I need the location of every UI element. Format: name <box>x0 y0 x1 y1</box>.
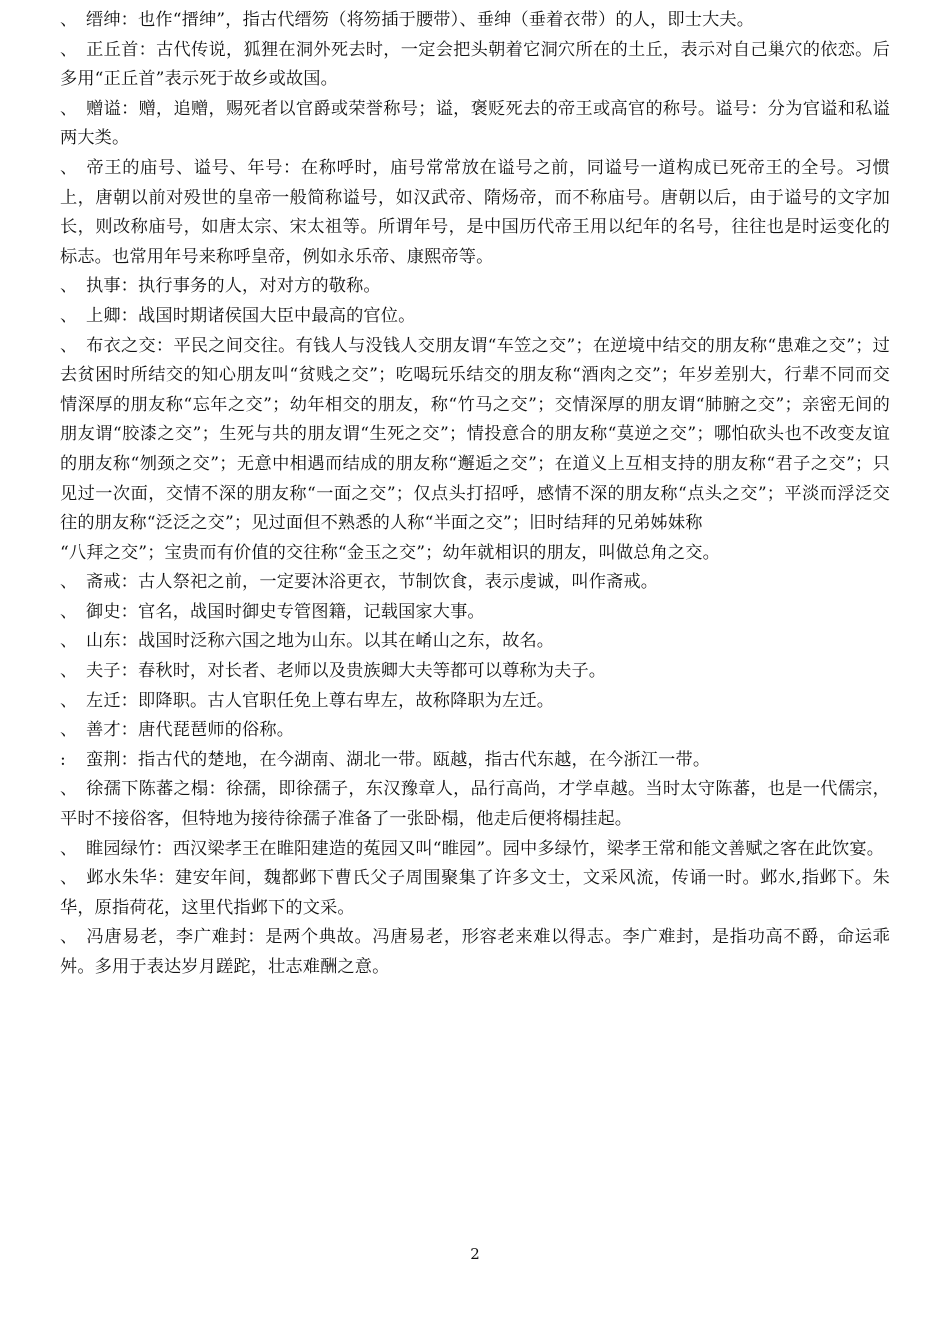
entry-zengshi <box>60 95 890 154</box>
entry-marker: 、 <box>60 779 78 800</box>
entry-text: 徐孺下陈蕃之榻：徐孺，即徐孺子，东汉豫章人，品行高尚，才学卓越。当时太守陈蕃，也是一代儒宗，平时不接俗客，但特地为接待徐孺子准备了一张卧榻，他走后便将榻挂起。 <box>60 779 890 830</box>
entry-emperor-titles <box>60 154 890 272</box>
entry-fuzi <box>60 657 890 687</box>
entry-text: 山东：战国时泛称六国之地为山东。以其在崤山之东，故名。 <box>86 631 555 652</box>
entry-suiyuan <box>60 835 890 865</box>
entry-jinshen <box>60 6 890 36</box>
entry-shancai <box>60 716 890 746</box>
entry-yushi <box>60 598 890 628</box>
entry-text: 邺水朱华：建安年间，魏都邺下曹氏父子周围聚集了许多文士，文采风流，传诵一时。邺水,指邺下。朱华，原指荷花，这里代指邺下的文采。 <box>60 868 890 918</box>
entry-text: 睢园绿竹：西汉梁孝王在睢阳建造的菟园又叫“睢园”。园中多绿竹，梁孝王常和能文善赋之客在此饮宴。 <box>86 838 885 859</box>
entry-marker: 、 <box>60 39 78 60</box>
entry-marker: 、 <box>60 305 78 326</box>
entry-text: 帝王的庙号、谥号、年号：在称呼时，庙号常常放在谥号之前，同谥号一道构成已死帝王的全号。习惯上，唐朝以前对殁世的皇帝一般简称谥号，如汉武帝、隋炀帝，而不称庙号。唐朝以后，由于谥号的文字加长，则改称庙号，如唐太宗、宋太祖等。所谓年号，是中国历代帝王用以纪年的名号，往往也是时运变化的标志。也常用年号来称呼皇帝，例如永乐帝、康熙帝等。 <box>60 157 890 267</box>
entry-marker: 、 <box>60 661 78 682</box>
entry-text: 执事：执行事务的人，对对方的敬称。 <box>86 276 381 297</box>
entry-marker: 、 <box>60 838 78 859</box>
entry-shangqing <box>60 302 890 332</box>
entry-zhishi <box>60 272 890 302</box>
entry-marker: 、 <box>60 335 78 356</box>
entry-marker: : <box>60 749 66 770</box>
entry-zhengqiushou <box>60 36 890 95</box>
entry-marker: 、 <box>60 157 78 178</box>
entry-text: 御史：官名，战国时御史专管图籍，记载国家大事。 <box>86 601 485 622</box>
entry-marker: 、 <box>60 572 78 593</box>
entry-shandong <box>60 627 890 657</box>
entry-marker: 、 <box>60 690 78 711</box>
entry-zuoqian <box>60 687 890 717</box>
entry-marker: 、 <box>60 601 78 622</box>
entry-marker: 、 <box>60 276 78 297</box>
entry-fengtang-liguang <box>60 923 890 982</box>
entry-text: 夫子：春秋时，对长者、老师以及贵族卿大夫等都可以尊称为夫子。 <box>86 661 607 682</box>
entry-text: 上卿：战国时期诸侯国大臣中最高的官位。 <box>86 305 416 326</box>
entry-zhaijie <box>60 568 890 598</box>
entry-text: 布衣之交：平民之间交往。有钱人与没钱人交朋友谓“车笠之交”；在逆境中结交的朋友称“患难之交”；过去贫困时所结交的知心朋友叫“贫贱之交”；吃喝玩乐结交的朋友称“酒肉之交”；年岁差别大，行辈不同而交情深厚的朋友称“忘年之交”；幼年相交的朋友，称“竹马之交”；交情深厚的朋友谓“肺腑之交”；亲密无间的朋友谓“胶漆之交”；生死与共的朋友谓“生死之交”；情投意合的朋友称“莫逆之交”；哪怕砍头也不改变友谊的朋友称“刎颈之交”；无意中相遇而结成的朋友称“邂逅之交”；在道义上互相支持的朋友称“君子之交”；只见过一次面，交情不深的朋友称“一面之交”；仅点头打招呼，感情不深的朋友称“点头之交”；平淡而浮泛交往的朋友称“泛泛之交”；见过面但不熟悉的人称“半面之交”；旧时结拜的兄弟姊妹称 <box>60 335 890 534</box>
entry-text: 冯唐易老，李广难封：是两个典故。冯唐易老，形容老来难以得志。李广难封，是指功高不爵，命运乖舛。多用于表达岁月蹉跎，壮志难酬之意。 <box>60 927 890 977</box>
entry-marker: 、 <box>60 720 78 741</box>
entry-text: “八拜之交”；宝贵而有价值的交往称“金玉之交”；幼年就相识的朋友，叫做总角之交。 <box>60 542 720 563</box>
entry-text: 赠谥：赠，追赠，赐死者以官爵或荣誉称号；谥，褒贬死去的帝王或高官的称号。谥号：分为官谥和私谥两大类。 <box>60 98 890 149</box>
entry-text: 左迁：即降职。古人官职任免上尊右卑左，故称降职为左迁。 <box>86 690 555 711</box>
entry-marker: 、 <box>60 10 78 30</box>
entry-text: 善才：唐代琵琶师的俗称。 <box>86 720 295 741</box>
entry-marker: 、 <box>60 631 78 652</box>
entry-text: 正丘首：古代传说，狐狸在洞外死去时，一定会把头朝着它洞穴所在的土丘，表示对自己巢穴的依恋。后多用“正丘首”表示死于故乡或故国。 <box>60 39 890 90</box>
entry-marker: 、 <box>60 98 78 119</box>
document-body <box>60 6 890 983</box>
entry-xuru <box>60 775 890 834</box>
entry-text: 缙绅：也作“搢绅”，指古代缙笏（将笏插于腰带）、垂绅（垂着衣带）的人，即士大夫。 <box>86 10 755 30</box>
entry-marker: 、 <box>60 927 78 948</box>
page-number: 2 <box>470 1245 480 1263</box>
entry-buyizhijiao <box>60 332 890 539</box>
entry-manjing <box>60 746 890 776</box>
entry-text: 蛮荆：指古代的楚地，在今湖南、湖北一带。瓯越，指古代东越，在今浙江一带。 <box>86 749 711 770</box>
entry-yeshui <box>60 864 890 923</box>
entry-buyizhijiao-continued <box>60 539 890 569</box>
entry-text: 斋戒：古人祭祀之前，一定要沐浴更衣，节制饮食，表示虔诚，叫作斋戒。 <box>86 572 659 593</box>
entry-marker: 、 <box>60 868 78 889</box>
